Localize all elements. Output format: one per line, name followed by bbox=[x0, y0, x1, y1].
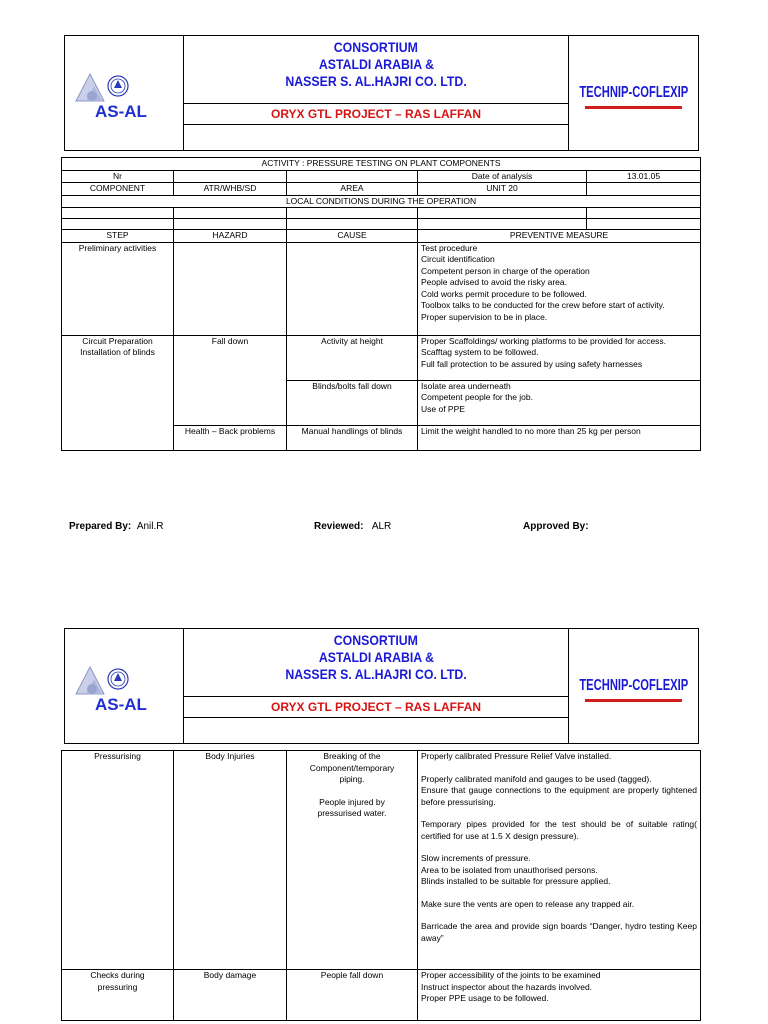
step-cell bbox=[62, 335, 174, 450]
table-row bbox=[62, 751, 701, 970]
approved-by bbox=[523, 521, 589, 532]
col-header-hazard: HAZARD bbox=[174, 230, 287, 243]
measure-cell bbox=[418, 242, 701, 335]
blank-cell bbox=[587, 183, 701, 196]
nr-value bbox=[174, 170, 287, 183]
activity-title: ACTIVITY : PRESSURE TESTING ON PLANT COMPONENTS bbox=[62, 158, 701, 171]
measure-line: Area to be isolated from unauthorised persons. bbox=[421, 864, 598, 875]
table-row bbox=[62, 335, 701, 380]
nr-label: Nr bbox=[62, 170, 174, 183]
measure-line: Temporary pipes provided for the test should be of suitable rating( certified for use at 1.5 X design pressure). bbox=[421, 819, 697, 841]
as-al-logo-text: AS-AL bbox=[95, 102, 147, 121]
measure-cell: Limit the weight handled to no more than 25 kg per person bbox=[418, 425, 701, 450]
technip-logo bbox=[569, 36, 698, 150]
measure-line: Proper PPE usage to be followed. bbox=[421, 993, 549, 1003]
measure-line: Test procedure bbox=[421, 242, 478, 253]
measure-line: Slow increments of pressure. bbox=[421, 853, 531, 863]
spacer bbox=[421, 910, 697, 921]
cause-line: Breaking of the Component/temporary piping. bbox=[309, 751, 395, 784]
measure-cell bbox=[418, 970, 701, 1021]
consortium-line-3: NASSER S. AL.HAJRI CO. LTD. bbox=[285, 666, 467, 682]
blank-cell bbox=[287, 170, 418, 183]
component-value: ATR/WHB/SD bbox=[174, 183, 287, 196]
measure-line: People advised to avoid the risky area. bbox=[421, 277, 568, 287]
blank-cell bbox=[62, 219, 174, 230]
measure-cell bbox=[418, 380, 701, 425]
blank-cell bbox=[587, 219, 701, 230]
reviewed-by-value: ALR bbox=[371, 521, 392, 532]
as-al-emblem-icon bbox=[72, 66, 152, 106]
technip-logo-underline bbox=[585, 106, 682, 109]
measure-line: Make sure the vents are open to release any trapped air. bbox=[421, 898, 635, 909]
date-of-analysis-label: Date of analysis bbox=[418, 170, 587, 183]
technip-logo-text: TECHNIP-COFLEXIP bbox=[579, 84, 688, 101]
blank-cell bbox=[418, 219, 587, 230]
spacer bbox=[421, 763, 697, 774]
blank-cell bbox=[587, 208, 701, 219]
as-al-emblem-icon bbox=[72, 659, 152, 699]
blank-cell bbox=[287, 208, 418, 219]
measure-line: Proper supervision to be in place. bbox=[421, 311, 548, 322]
step-cell: Preliminary activities bbox=[62, 242, 174, 335]
hazard-analysis-table-2 bbox=[61, 750, 701, 1021]
cause-cell bbox=[287, 751, 418, 970]
measure-line: Competent person in charge of the operation bbox=[421, 265, 590, 276]
spacer bbox=[421, 808, 697, 819]
table-row bbox=[62, 970, 701, 1021]
consortium-name bbox=[184, 629, 568, 697]
measure-cell bbox=[418, 751, 701, 970]
cause-cell: Blinds/bolts fall down bbox=[287, 380, 418, 425]
consortium-name bbox=[184, 36, 568, 104]
measure-line: Full fall protection to be assured by using safety harnesses bbox=[421, 358, 643, 369]
project-name: ORYX GTL PROJECT – RAS LAFFAN bbox=[184, 104, 568, 125]
step-cell bbox=[62, 970, 174, 1021]
cause-cell: Activity at height bbox=[287, 335, 418, 380]
col-header-cause: CAUSE bbox=[287, 230, 418, 243]
area-value: UNIT 20 bbox=[418, 183, 587, 196]
measure-line: Proper accessibility of the joints to be examined bbox=[421, 970, 601, 980]
prepared-by bbox=[69, 521, 164, 532]
technip-logo-underline bbox=[585, 699, 682, 702]
measure-line: Barricade the area and provide sign boards “Danger, hydro testing Keep away” bbox=[421, 921, 697, 943]
blank-cell bbox=[287, 219, 418, 230]
consortium-line-3: NASSER S. AL.HAJRI CO. LTD. bbox=[285, 73, 467, 89]
measure-line: Cold works permit procedure to be followed. bbox=[421, 288, 587, 299]
blank-cell bbox=[62, 208, 174, 219]
date-of-analysis-value: 13.01.05 bbox=[587, 170, 701, 183]
step-line: Installation of blinds bbox=[80, 347, 155, 357]
consortium-title-block bbox=[184, 36, 569, 150]
blank-cell bbox=[174, 219, 287, 230]
area-label: AREA bbox=[287, 183, 418, 196]
measure-line: Properly calibrated manifold and gauges to be used (tagged). bbox=[421, 773, 652, 784]
hazard-analysis-table-1 bbox=[61, 157, 701, 451]
cause-cell bbox=[287, 242, 418, 335]
cause-line: People injured by pressurised water. bbox=[317, 796, 387, 818]
measure-line: Isolate area underneath bbox=[421, 380, 511, 391]
reviewed-by bbox=[314, 521, 391, 532]
blank-cell bbox=[174, 208, 287, 219]
consortium-line-1: CONSORTIUM bbox=[333, 632, 419, 648]
measure-line: Instruct inspector about the hazards involved. bbox=[421, 981, 593, 992]
hazard-cell: Body Injuries bbox=[174, 751, 287, 970]
col-header-step: STEP bbox=[62, 230, 174, 243]
cause-cell: People fall down bbox=[287, 970, 418, 1021]
measure-line: Competent people for the job. bbox=[421, 392, 533, 402]
measure-line: Toolbox talks to be conducted for the crew before start of activity. bbox=[421, 300, 665, 310]
spacer bbox=[421, 842, 697, 853]
consortium-line-2: ASTALDI ARABIA & bbox=[318, 649, 434, 665]
as-al-logo-text: AS-AL bbox=[95, 695, 147, 714]
project-name: ORYX GTL PROJECT – RAS LAFFAN bbox=[184, 697, 568, 718]
hazard-cell: Body damage bbox=[174, 970, 287, 1021]
measure-line: Ensure that gauge connections to the equipment are properly tightened before pressurising. bbox=[421, 785, 697, 807]
approved-by-label: Approved By: bbox=[523, 521, 589, 532]
hazard-cell: Fall down bbox=[174, 335, 287, 425]
spacer bbox=[421, 888, 697, 899]
measure-line: Circuit identification bbox=[421, 254, 495, 264]
step-line: Checks during pressuring bbox=[90, 970, 145, 992]
consortium-title-block bbox=[184, 629, 569, 743]
component-label: COMPONENT bbox=[62, 183, 174, 196]
table-row bbox=[62, 242, 701, 335]
step-cell: Pressurising bbox=[62, 751, 174, 970]
col-header-preventive-measure: PREVENTIVE MEASURE bbox=[418, 230, 701, 243]
header-blank-row bbox=[184, 718, 568, 743]
prepared-by-value: Anil.R bbox=[136, 521, 164, 532]
step-line: Circuit Preparation bbox=[82, 335, 153, 346]
as-al-logo bbox=[65, 36, 184, 150]
header-block-1 bbox=[64, 35, 699, 151]
blank-cell bbox=[418, 208, 587, 219]
as-al-logo bbox=[65, 629, 184, 743]
measure-line: Blinds installed to be suitable for pressure applied. bbox=[421, 876, 611, 886]
measure-line: Use of PPE bbox=[421, 403, 465, 414]
header-blank-row bbox=[184, 125, 568, 150]
measure-line: Proper Scaffoldings/ working platforms to be provided for access. bbox=[421, 335, 667, 346]
consortium-line-2: ASTALDI ARABIA & bbox=[318, 56, 434, 72]
measure-line: Scafftag system to be followed. bbox=[421, 347, 539, 357]
technip-logo-text: TECHNIP-COFLEXIP bbox=[579, 677, 688, 694]
prepared-by-label: Prepared By: bbox=[69, 521, 132, 532]
measure-line: Properly calibrated Pressure Relief Valve installed. bbox=[421, 751, 612, 761]
local-conditions-title: LOCAL CONDITIONS DURING THE OPERATION bbox=[62, 195, 701, 208]
cause-cell: Manual handlings of blinds bbox=[287, 425, 418, 450]
hazard-cell bbox=[174, 242, 287, 335]
technip-logo bbox=[569, 629, 698, 743]
measure-cell bbox=[418, 335, 701, 380]
reviewed-by-label: Reviewed: bbox=[314, 521, 364, 532]
spacer bbox=[290, 786, 414, 797]
hazard-cell: Health – Back problems bbox=[174, 425, 287, 450]
header-block-2 bbox=[64, 628, 699, 744]
consortium-line-1: CONSORTIUM bbox=[333, 39, 419, 55]
